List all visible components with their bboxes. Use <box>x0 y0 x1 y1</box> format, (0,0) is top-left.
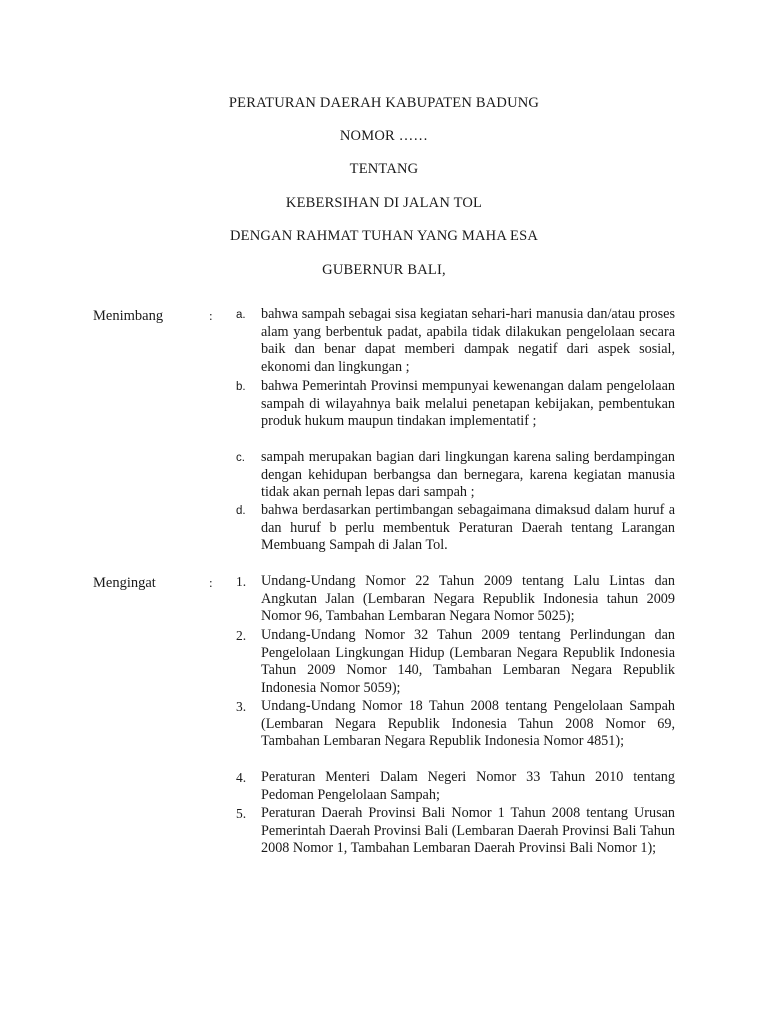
mengingat-label: Mengingat <box>93 575 156 591</box>
menimbang-item-c <box>236 449 676 502</box>
item-marker: 5. <box>236 806 247 821</box>
mengingat-item-4 <box>236 769 676 804</box>
regulation-blessing: DENGAN RAHMAT TUHAN YANG MAHA ESA <box>229 228 539 244</box>
item-text: Peraturan Menteri Dalam Negeri Nomor 33 Tahun 2010 tentang Pedoman Pengelolaan Sampah; <box>261 769 675 803</box>
regulation-title: PERATURAN DAERAH KABUPATEN BADUNG <box>228 95 540 111</box>
item-marker: b. <box>236 381 246 393</box>
item-text: Undang-Undang Nomor 22 Tahun 2009 tentang Lalu Lintas dan Angkutan Jalan (Lembaran Negara Republik Indonesia tahun 2009 Nomor 96, Tambahan Lembaran Negara Nomor 5025); <box>261 573 675 625</box>
regulation-subject: KEBERSIHAN DI JALAN TOL <box>285 195 483 211</box>
mengingat-item-1 <box>236 573 676 626</box>
item-text: bahwa Pemerintah Provinsi mempunyai kewenangan dalam pengelolaan sampah di wilayahnya baik melalui penetapan kebijakan, pembentukan produk hukum maupun tindakan implementatif ; <box>261 378 675 430</box>
menimbang-item-d <box>236 502 676 555</box>
item-text: bahwa berdasarkan pertimbangan sebagaimana dimaksud dalam huruf a dan huruf b perlu membentuk Peraturan Daerah tentang Larangan Membuang Sampah di Jalan Tol. <box>261 502 675 554</box>
menimbang-colon: : <box>209 308 213 323</box>
regulation-number: NOMOR …… <box>339 128 429 144</box>
regulation-authority: GUBERNUR BALI, <box>322 262 446 278</box>
menimbang-item-b <box>236 378 676 431</box>
item-marker: c. <box>236 452 245 464</box>
mengingat-item-2 <box>236 627 676 697</box>
item-marker: a. <box>236 309 246 321</box>
item-marker: 2. <box>236 628 247 643</box>
item-marker: 3. <box>236 699 247 714</box>
item-text: Undang-Undang Nomor 32 Tahun 2009 tentang Perlindungan dan Pengelolaan Lingkungan Hidup (Lembaran Negara Republik Indonesia Tahun 2009 Nomor 140, Tambahan Lembaran Negara Republik Indonesia Nomor 5059); <box>261 627 675 696</box>
item-marker: 4. <box>236 770 247 785</box>
menimbang-item-a <box>236 306 676 376</box>
item-text: Undang-Undang Nomor 18 Tahun 2008 tentang Pengelolaan Sampah (Lembaran Negara Republik Indonesia Tahun 2008 Nomor 69, Tambahan Lembaran Negara Republik Indonesia Nomor 4851); <box>261 698 675 750</box>
item-text: bahwa sampah sebagai sisa kegiatan sehari-hari manusia dan/atau proses alam yang berbentuk padat, apabila tidak dilakukan pengelolaan secara baik dan benar dapat memberi dampak negatif dari aspek sosial, ekonomi dan lingkungan ; <box>261 306 675 375</box>
item-marker: 1. <box>236 574 247 589</box>
menimbang-label: Menimbang <box>93 308 164 324</box>
mengingat-item-3 <box>236 698 676 751</box>
regulation-about: TENTANG <box>349 161 419 177</box>
item-marker: d. <box>236 505 246 517</box>
item-text: sampah merupakan bagian dari lingkungan karena saling berdampingan dengan kehidupan berbangsa dan bernegara, karena kegiatan manusia tidak akan pernah lepas dari sampah ; <box>261 449 675 501</box>
mengingat-item-5 <box>236 805 676 858</box>
item-text: Peraturan Daerah Provinsi Bali Nomor 1 Tahun 2008 tentang Urusan Pemerintah Daerah Provinsi Bali (Lembaran Daerah Provinsi Bali Tahun 2008 Nomor 1, Tambahan Lembaran Daerah Provinsi Bali Nomor 1); <box>261 805 676 857</box>
mengingat-colon: : <box>209 575 213 590</box>
